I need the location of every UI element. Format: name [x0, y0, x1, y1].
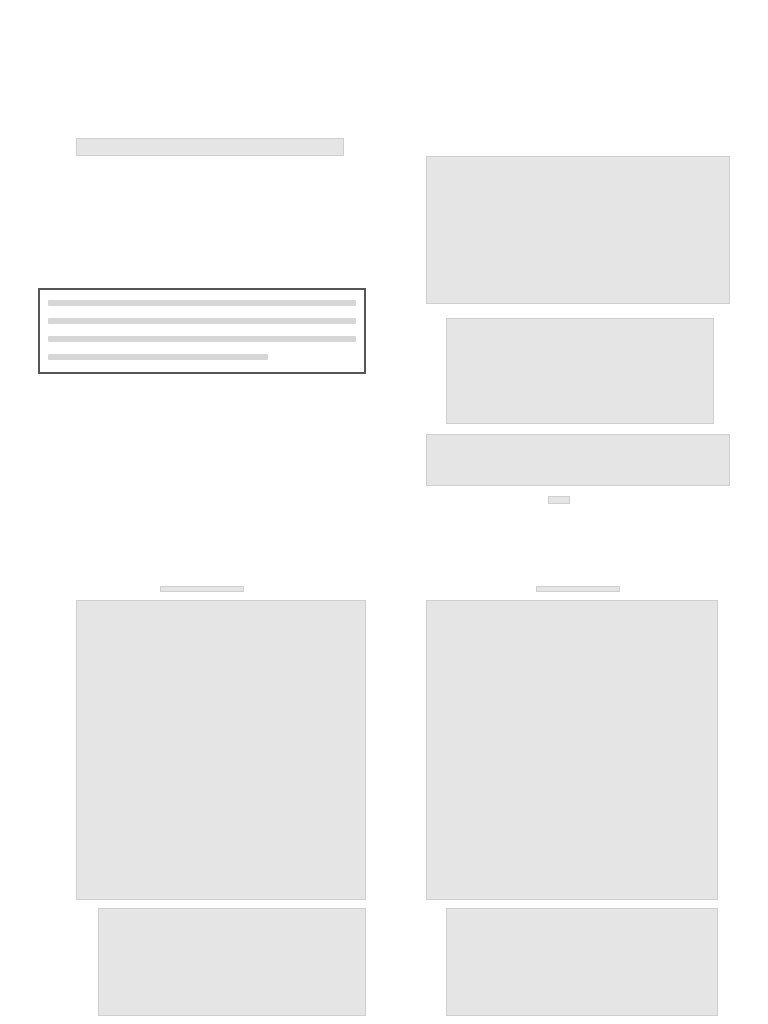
- running-header: [160, 586, 244, 592]
- chapter-heading: [76, 138, 344, 156]
- body-text-column: [76, 600, 366, 900]
- placeholder-line: [48, 354, 268, 360]
- body-text-column: [426, 156, 730, 304]
- body-text-column: [426, 600, 718, 900]
- block-quote: [446, 318, 714, 424]
- block-quote: [98, 908, 366, 1016]
- placeholder-line: [48, 318, 356, 324]
- page-number: [548, 496, 570, 504]
- running-header: [536, 586, 620, 592]
- block-quote: [446, 908, 718, 1016]
- body-text-column: [426, 434, 730, 486]
- citation-box: [38, 288, 366, 374]
- placeholder-line: [48, 336, 356, 342]
- placeholder-line: [48, 300, 356, 306]
